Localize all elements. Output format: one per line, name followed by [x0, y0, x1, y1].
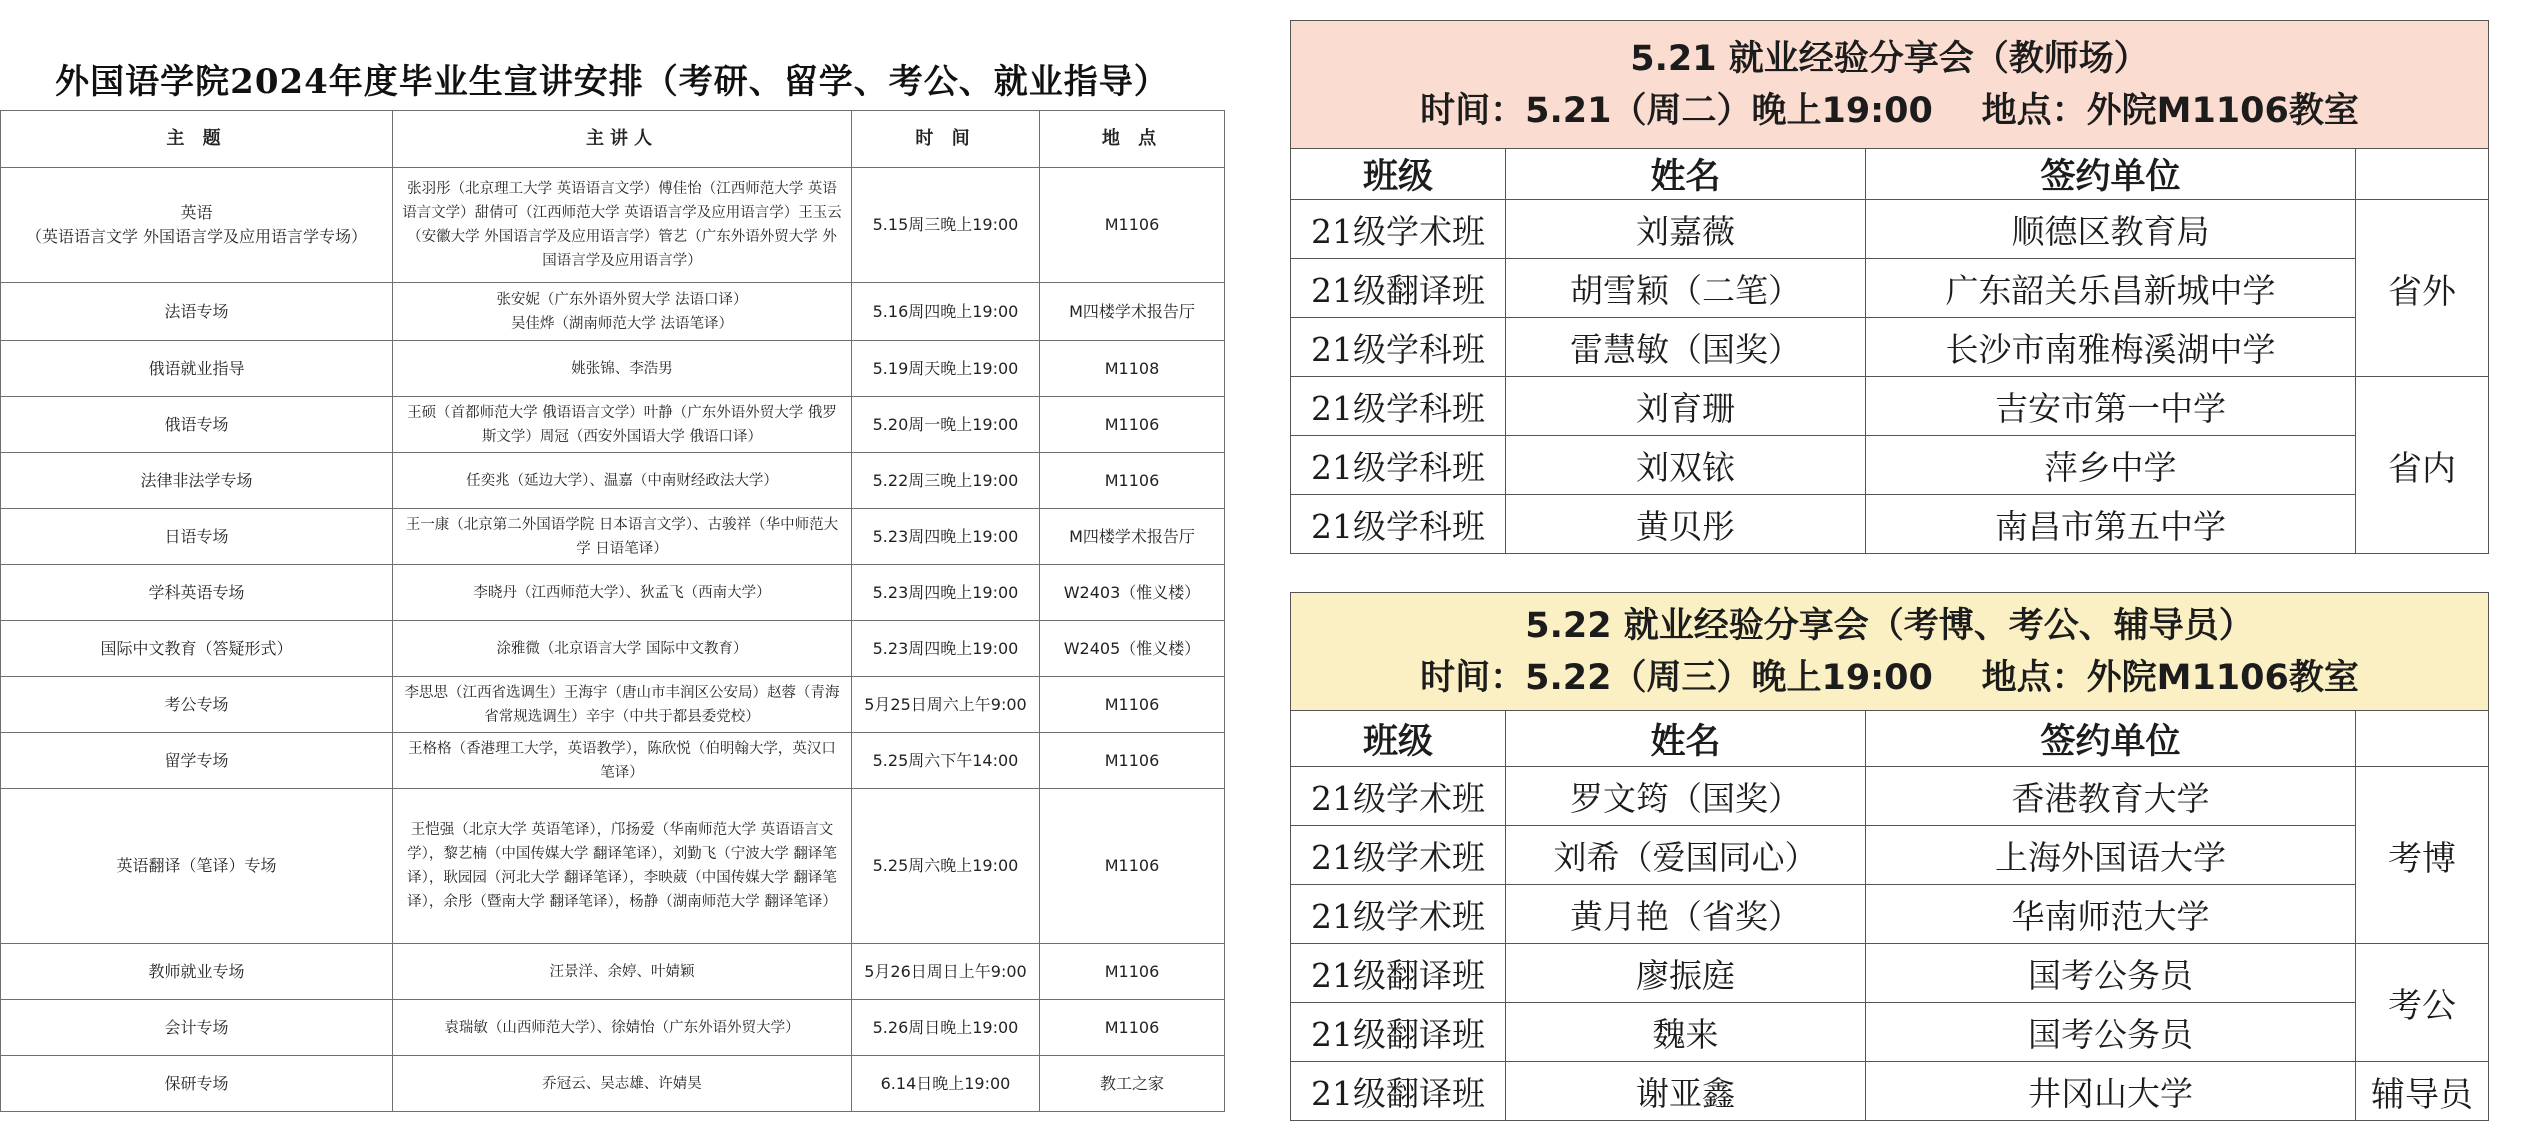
- speaker-cell: 王恺强（北京大学 英语笔译），邝扬爱（华南师范大学 英语语言文学），黎艺楠（中国传媒大学 翻译笔译），刘勤飞（宁波大学 翻译笔译），耿园园（河北大学 翻译笔译），李映葳（中国传媒大学 翻译笔译），余彤（暨南大学 翻译笔译），杨静（湖南师范大学 翻译笔译）: [393, 789, 852, 944]
- name-cell: 刘双铱: [1506, 436, 1866, 495]
- speaker-cell: 乔冠云、吴志雄、许婧昊: [393, 1056, 852, 1112]
- session-table-exams: [1290, 592, 2489, 1121]
- topic-cell: 国际中文教育（答疑形式）: [1, 621, 393, 677]
- unit-cell: 井冈山大学: [1866, 1062, 2356, 1121]
- name-cell: 廖振庭: [1506, 944, 1866, 1003]
- unit-cell: 国考公务员: [1866, 944, 2356, 1003]
- table-row: [1291, 826, 2489, 885]
- unit-cell: 萍乡中学: [1866, 436, 2356, 495]
- class-cell: 21级学科班: [1291, 495, 1506, 554]
- session-title: 5.21 就业经验分享会（教师场）: [1630, 38, 2149, 79]
- class-cell: 21级翻译班: [1291, 944, 1506, 1003]
- time-cell: 5.19周天晚上19:00: [852, 341, 1040, 397]
- class-cell: 21级学科班: [1291, 318, 1506, 377]
- class-cell: 21级学术班: [1291, 826, 1506, 885]
- column-header-class: 班级: [1291, 711, 1506, 767]
- table-row: [1291, 944, 2489, 1003]
- time-cell: 5月26日周日上午9:00: [852, 944, 1040, 1000]
- place-cell: M1106: [1040, 453, 1225, 509]
- topic-cell: 俄语专场: [1, 397, 393, 453]
- table-row: [1291, 259, 2489, 318]
- name-cell: 刘嘉薇: [1506, 200, 1866, 259]
- time-cell: 5.23周四晚上19:00: [852, 509, 1040, 565]
- schedule-row: [1, 168, 1225, 283]
- topic-cell: 英语 （英语语言文学 外国语言学及应用语言学专场）: [1, 168, 393, 283]
- class-cell: 21级翻译班: [1291, 1062, 1506, 1121]
- schedule-document: [0, 55, 1224, 1112]
- speaker-cell: 李晓丹（江西师范大学）、狄孟飞（西南大学）: [393, 565, 852, 621]
- unit-cell: 顺德区教育局: [1866, 200, 2356, 259]
- topic-cell: 教师就业专场: [1, 944, 393, 1000]
- time-cell: 5.23周四晚上19:00: [852, 621, 1040, 677]
- topic-cell: 学科英语专场: [1, 565, 393, 621]
- speaker-cell: 张羽彤（北京理工大学 英语语言文学）傅佳怡（江西师范大学 英语语言文学）甜倩可（江西师范大学 英语语言学及应用语言学）王玉云（安徽大学 外国语言学及应用语言学）管艺（广东外语外贸大学 外国语言学及应用语言学）: [393, 168, 852, 283]
- header-topic: 主 题: [1, 111, 393, 168]
- schedule-row: [1, 944, 1225, 1000]
- topic-cell: 会计专场: [1, 1000, 393, 1056]
- session-table-teacher: [1290, 20, 2489, 554]
- session-subtitle: 时间：5.22（周三）晚上19:00 地点：外院M1106教室: [1420, 657, 2359, 698]
- time-cell: 5.15周三晚上19:00: [852, 168, 1040, 283]
- group-cell: 辅导员: [2356, 1062, 2489, 1121]
- name-cell: 雷慧敏（国奖）: [1506, 318, 1866, 377]
- schedule-row: [1, 789, 1225, 944]
- name-cell: 谢亚鑫: [1506, 1062, 1866, 1121]
- table-row: [1291, 1003, 2489, 1062]
- name-cell: 胡雪颖（二笔）: [1506, 259, 1866, 318]
- table-row: [1291, 318, 2489, 377]
- session-header: [1291, 593, 2489, 711]
- column-header-class: 班级: [1291, 149, 1506, 200]
- schedule-row: [1, 397, 1225, 453]
- place-cell: M1106: [1040, 733, 1225, 789]
- time-cell: 6.14日晚上19:00: [852, 1056, 1040, 1112]
- class-cell: 21级学术班: [1291, 767, 1506, 826]
- schedule-row: [1, 733, 1225, 789]
- place-cell: M1106: [1040, 789, 1225, 944]
- table-row: [1291, 767, 2489, 826]
- speaker-cell: 任奕兆（延边大学）、温嘉（中南财经政法大学）: [393, 453, 852, 509]
- group-cell: 省外: [2356, 200, 2489, 377]
- session-subtitle: 时间：5.21（周二）晚上19:00 地点：外院M1106教室: [1420, 90, 2359, 131]
- unit-cell: 吉安市第一中学: [1866, 377, 2356, 436]
- group-cell: 省内: [2356, 377, 2489, 554]
- empty-cell: [2356, 711, 2489, 767]
- session-header: [1291, 21, 2489, 149]
- schedule-row: [1, 565, 1225, 621]
- place-cell: M1106: [1040, 677, 1225, 733]
- speaker-cell: 汪景洋、余婷、叶婧颖: [393, 944, 852, 1000]
- time-cell: 5.22周三晚上19:00: [852, 453, 1040, 509]
- topic-cell: 留学专场: [1, 733, 393, 789]
- class-cell: 21级翻译班: [1291, 1003, 1506, 1062]
- schedule-row: [1, 677, 1225, 733]
- table-row: [1291, 885, 2489, 944]
- place-cell: 教工之家: [1040, 1056, 1225, 1112]
- place-cell: M1106: [1040, 397, 1225, 453]
- topic-cell: 英语翻译（笔译）专场: [1, 789, 393, 944]
- schedule-row: [1, 1000, 1225, 1056]
- speaker-cell: 王格格（香港理工大学，英语教学），陈欣悦（伯明翰大学，英汉口笔译）: [393, 733, 852, 789]
- class-cell: 21级学术班: [1291, 200, 1506, 259]
- class-cell: 21级学术班: [1291, 885, 1506, 944]
- time-cell: 5.25周六晚上19:00: [852, 789, 1040, 944]
- place-cell: W2403（惟义楼）: [1040, 565, 1225, 621]
- place-cell: M1108: [1040, 341, 1225, 397]
- header-speaker: 主讲人: [393, 111, 852, 168]
- unit-cell: 广东韶关乐昌新城中学: [1866, 259, 2356, 318]
- unit-cell: 上海外国语大学: [1866, 826, 2356, 885]
- speaker-cell: 袁瑞敏（山西师范大学）、徐婧怡（广东外语外贸大学）: [393, 1000, 852, 1056]
- name-cell: 黄贝彤: [1506, 495, 1866, 554]
- speaker-cell: 张安妮（广东外语外贸大学 法语口译） 吴佳烨（湖南师范大学 法语笔译）: [393, 283, 852, 341]
- group-cell: 考博: [2356, 767, 2489, 944]
- name-cell: 刘育珊: [1506, 377, 1866, 436]
- name-cell: 黄月艳（省奖）: [1506, 885, 1866, 944]
- table-row: [1291, 200, 2489, 259]
- schedule-row: [1, 1056, 1225, 1112]
- time-cell: 5.25周六下午14:00: [852, 733, 1040, 789]
- topic-cell: 法语专场: [1, 283, 393, 341]
- table-row: [1291, 436, 2489, 495]
- time-cell: 5.20周一晚上19:00: [852, 397, 1040, 453]
- column-header-name: 姓名: [1506, 711, 1866, 767]
- session-title: 5.22 就业经验分享会（考博、考公、辅导员）: [1525, 605, 2254, 646]
- header-time: 时 间: [852, 111, 1040, 168]
- schedule-row: [1, 341, 1225, 397]
- place-cell: W2405（惟义楼）: [1040, 621, 1225, 677]
- topic-cell: 考公专场: [1, 677, 393, 733]
- unit-cell: 香港教育大学: [1866, 767, 2356, 826]
- unit-cell: 华南师范大学: [1866, 885, 2356, 944]
- column-header-unit: 签约单位: [1866, 711, 2356, 767]
- place-cell: M四楼学术报告厅: [1040, 509, 1225, 565]
- speaker-cell: 李思思（江西省选调生）王海宇（唐山市丰润区公安局）赵蓉（青海省常规选调生）辛宇（中共于都县委党校）: [393, 677, 852, 733]
- topic-cell: 俄语就业指导: [1, 341, 393, 397]
- speaker-cell: 姚张锦、李浩男: [393, 341, 852, 397]
- schedule-row: [1, 509, 1225, 565]
- document-title: 外国语学院2024年度毕业生宣讲安排（考研、留学、考公、就业指导）: [55, 62, 1169, 102]
- speaker-cell: 王硕（首都师范大学 俄语语言文学）叶静（广东外语外贸大学 俄罗斯文学）周冠（西安外国语大学 俄语口译）: [393, 397, 852, 453]
- place-cell: M四楼学术报告厅: [1040, 283, 1225, 341]
- name-cell: 罗文筠（国奖）: [1506, 767, 1866, 826]
- unit-cell: 南昌市第五中学: [1866, 495, 2356, 554]
- time-cell: 5月25日周六上午9:00: [852, 677, 1040, 733]
- schedule-table: [0, 110, 1225, 1112]
- topic-cell: 保研专场: [1, 1056, 393, 1112]
- topic-cell: 日语专场: [1, 509, 393, 565]
- schedule-row: [1, 621, 1225, 677]
- schedule-row: [1, 283, 1225, 341]
- unit-cell: 国考公务员: [1866, 1003, 2356, 1062]
- schedule-header-row: [1, 111, 1225, 168]
- column-header-unit: 签约单位: [1866, 149, 2356, 200]
- name-cell: 刘希（爱国同心）: [1506, 826, 1866, 885]
- table-row: [1291, 495, 2489, 554]
- speaker-cell: 涂雅微（北京语言大学 国际中文教育）: [393, 621, 852, 677]
- empty-cell: [2356, 149, 2489, 200]
- speaker-cell: 王一康（北京第二外国语学院 日本语言文学）、古骏祥（华中师范大学 日语笔译）: [393, 509, 852, 565]
- class-cell: 21级翻译班: [1291, 259, 1506, 318]
- time-cell: 5.26周日晚上19:00: [852, 1000, 1040, 1056]
- schedule-row: [1, 453, 1225, 509]
- unit-cell: 长沙市南雅梅溪湖中学: [1866, 318, 2356, 377]
- time-cell: 5.16周四晚上19:00: [852, 283, 1040, 341]
- class-cell: 21级学科班: [1291, 436, 1506, 495]
- time-cell: 5.23周四晚上19:00: [852, 565, 1040, 621]
- place-cell: M1106: [1040, 1000, 1225, 1056]
- header-place: 地 点: [1040, 111, 1225, 168]
- column-header-name: 姓名: [1506, 149, 1866, 200]
- table-row: [1291, 377, 2489, 436]
- class-cell: 21级学科班: [1291, 377, 1506, 436]
- table-row: [1291, 1062, 2489, 1121]
- place-cell: M1106: [1040, 944, 1225, 1000]
- place-cell: M1106: [1040, 168, 1225, 283]
- topic-cell: 法律非法学专场: [1, 453, 393, 509]
- name-cell: 魏来: [1506, 1003, 1866, 1062]
- group-cell: 考公: [2356, 944, 2489, 1062]
